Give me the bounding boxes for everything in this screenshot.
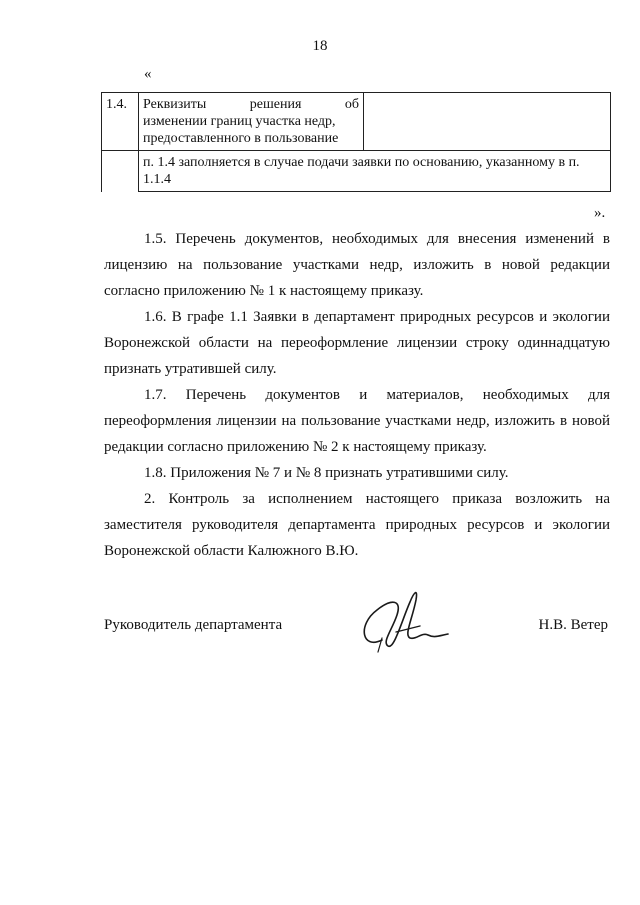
signature-image [352, 580, 462, 660]
signer-name: Н.В. Ветер [538, 617, 608, 633]
page-number: 18 [312, 38, 328, 54]
paragraph-1-7: 1.7. Перечень документов и материалов, необходимых для переоформления лицензии на пользование участками недр, изложить в новой редакции согласно приложению № 2 к настоящему приказу. [104, 387, 610, 455]
label-word: решения [249, 97, 302, 112]
row-note: п. 1.4 заполняется в случае подачи заявки по основанию, указанному в п. 1.1.4 [139, 151, 611, 192]
row-number: 1.4. [102, 93, 139, 151]
label-line: изменении границ участка недр, [143, 114, 336, 129]
row-label [139, 93, 364, 151]
label-line: предоставленного в пользование [143, 131, 339, 146]
closing-quote: ». [594, 205, 606, 221]
paragraph-1-8: 1.8. Приложения № 7 и № 8 признать утратившими силу. [144, 465, 509, 481]
requisites-table [101, 92, 611, 192]
paragraph-1-6: 1.6. В графе 1.1 Заявки в департамент природных ресурсов и экологии Воронежской области на переоформление лицензии строку одиннадцатую признать утратившей силу. [104, 309, 610, 377]
paragraph-1-5: 1.5. Перечень документов, необходимых для внесения изменений в лицензию на пользование участками недр, изложить в новой редакции согласно приложению № 1 к настоящему приказу. [104, 231, 610, 299]
table-row [102, 93, 611, 151]
empty-cell [102, 151, 139, 192]
label-word: Реквизиты [143, 97, 207, 112]
row-value [364, 93, 611, 151]
table-row [102, 151, 611, 192]
opening-quote: « [144, 66, 152, 82]
label-word: об [344, 97, 359, 112]
paragraph-2: 2. Контроль за исполнением настоящего приказа возложить на заместителя руководителя департамента природных ресурсов и экологии Воронежской области Калюжного В.Ю. [104, 491, 610, 559]
signer-title: Руководитель департамента [104, 617, 283, 633]
